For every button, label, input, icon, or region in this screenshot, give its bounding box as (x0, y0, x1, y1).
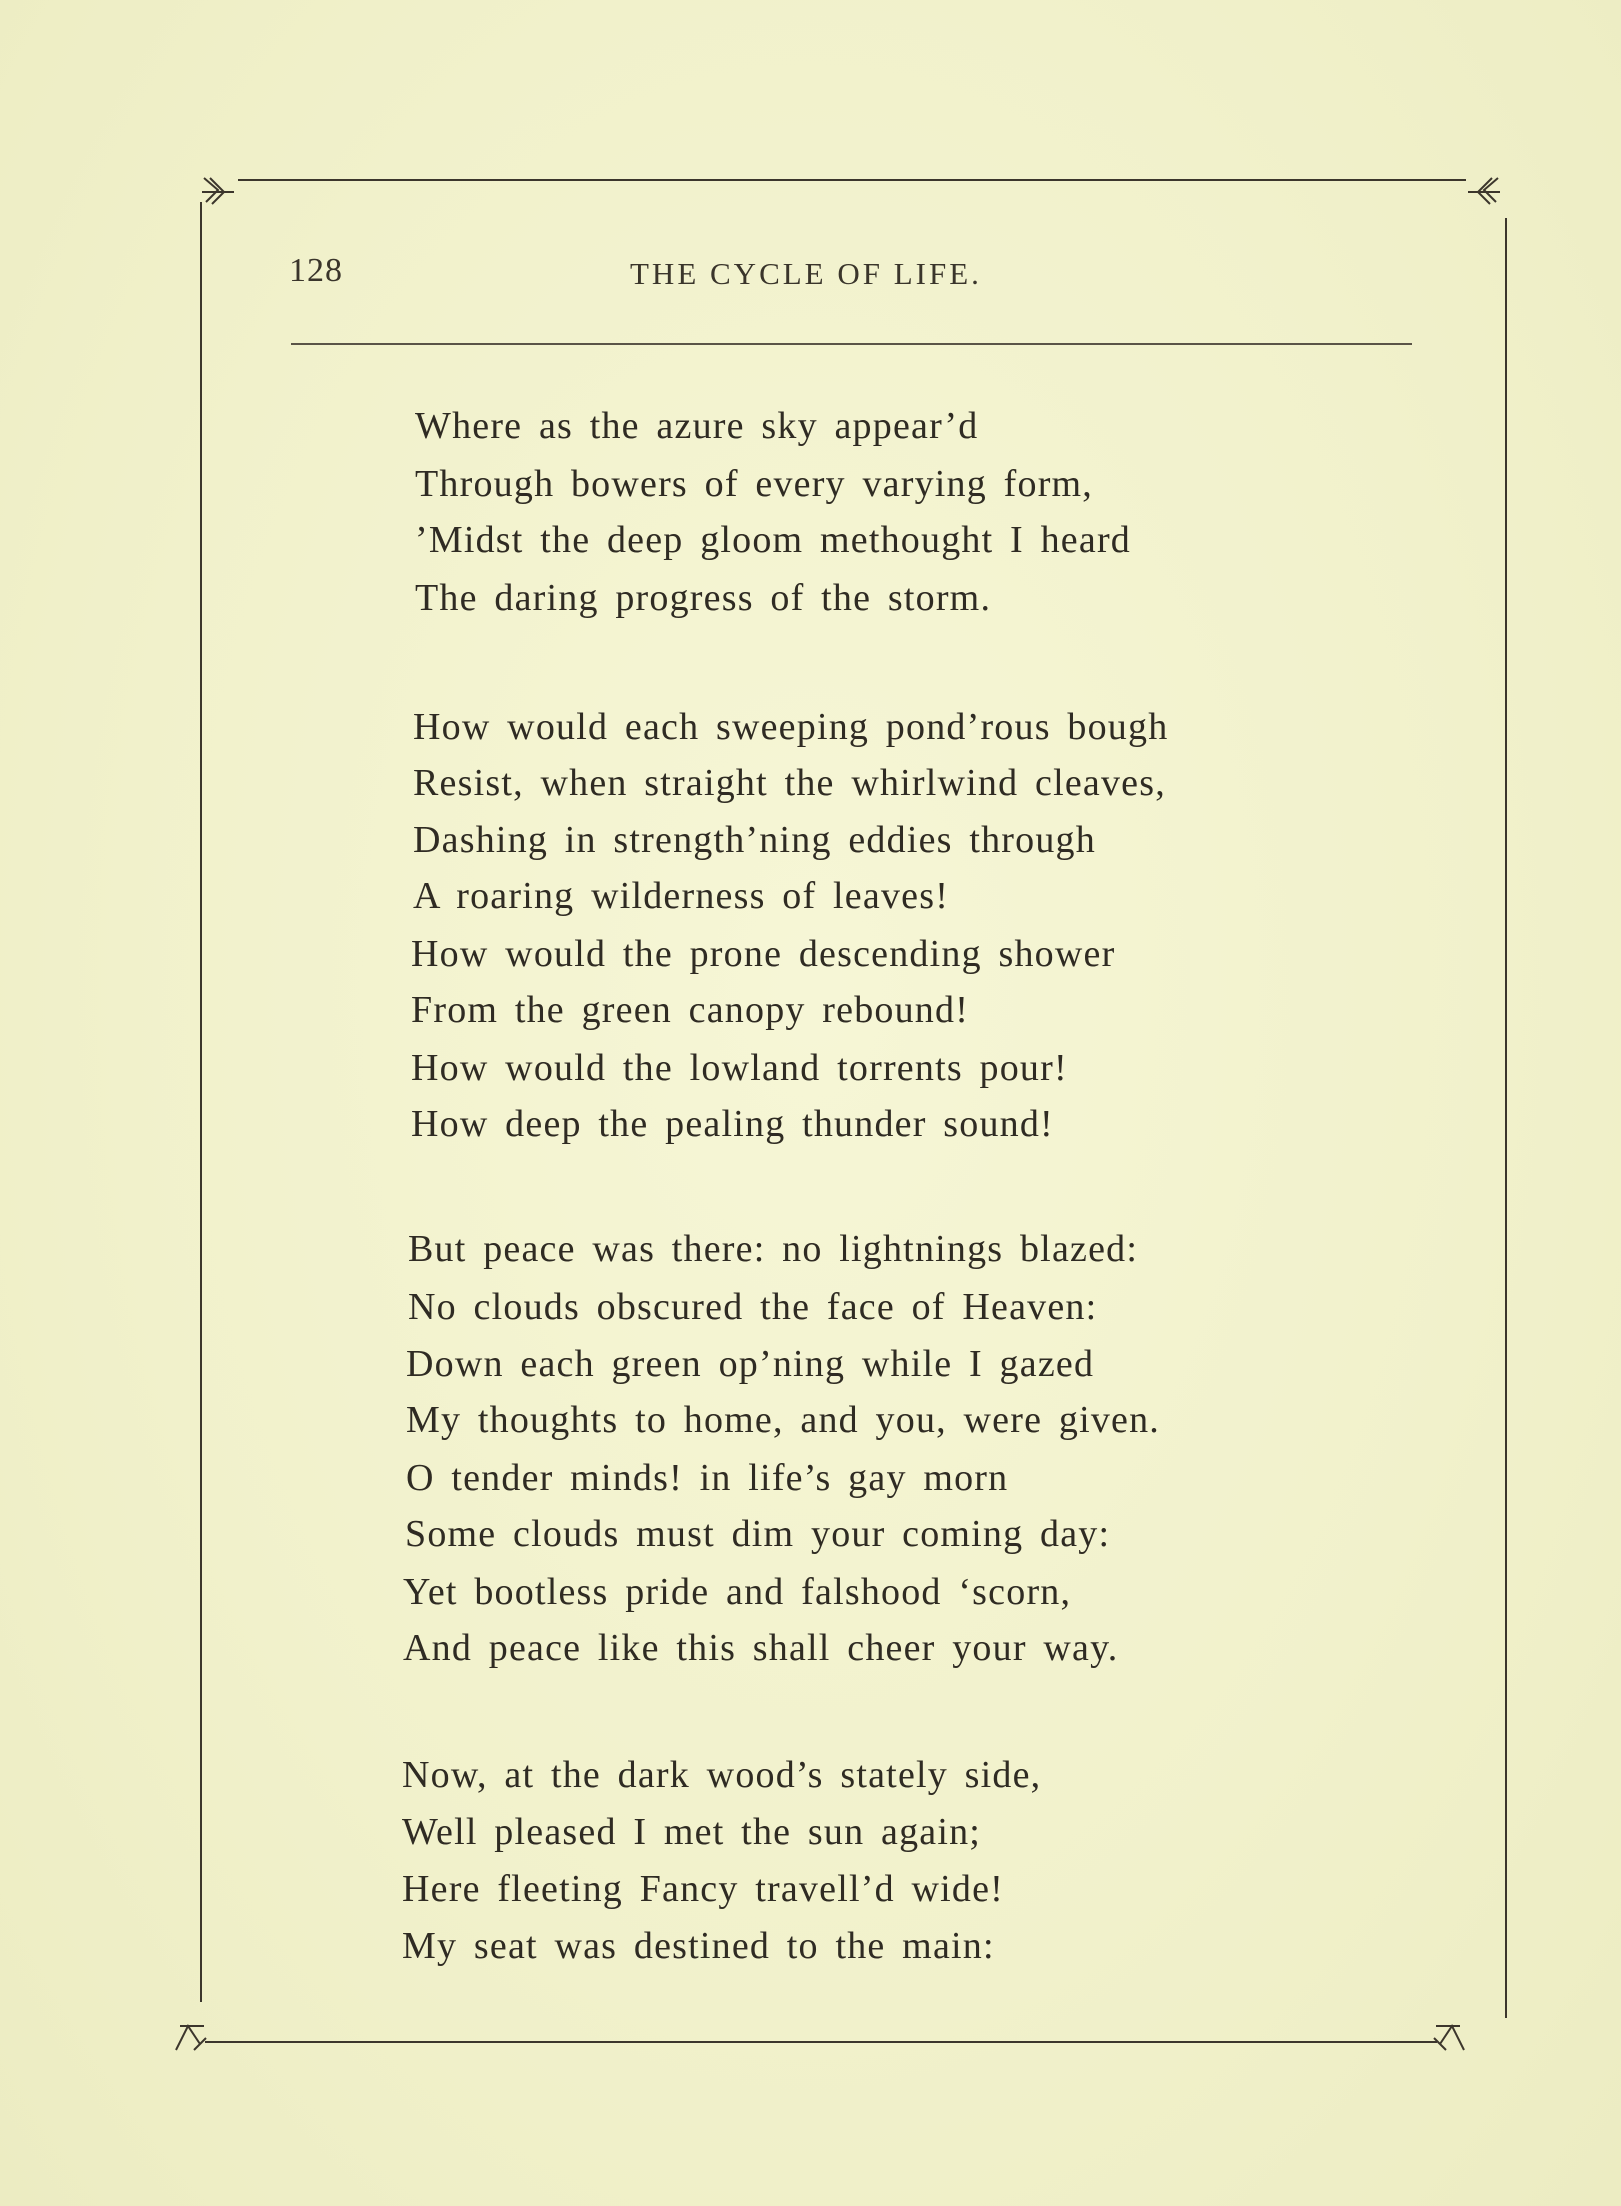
frame-top-border (238, 179, 1466, 181)
poem-line: The daring progress of the storm. (415, 577, 992, 619)
poem-line: A roaring wilderness of leaves! (413, 875, 950, 917)
page-number: 128 (289, 252, 343, 289)
corner-ornament-icon (200, 172, 240, 212)
poem-line: No clouds obscured the face of Heaven: (408, 1286, 1098, 1328)
poem-line: Here fleeting Fancy travell’d wide! (402, 1868, 1004, 1910)
poem-line: ’Midst the deep gloom methought I heard (415, 519, 1131, 561)
poem-line: From the green canopy rebound! (411, 989, 970, 1031)
poem-line: But peace was there: no lightnings blazed: (408, 1228, 1139, 1270)
poem-line: My thoughts to home, and you, were given. (406, 1399, 1160, 1441)
poem-line: And peace like this shall cheer your way. (403, 1627, 1119, 1669)
poem-line: Where as the azure sky appear’d (415, 405, 979, 447)
poem-line: How would each sweeping pond’rous bough (413, 706, 1169, 748)
corner-ornament-icon (1462, 172, 1502, 212)
running-title: THE CYCLE OF LIFE. (630, 256, 982, 291)
frame-left-border (200, 202, 202, 2002)
frame-right-border (1505, 218, 1507, 2018)
poem-line: How deep the pealing thunder sound! (411, 1103, 1054, 1145)
frame-bottom-border (205, 2041, 1437, 2043)
poem-line: Through bowers of every varying form, (415, 463, 1094, 505)
poem-line: Now, at the dark wood’s stately side, (402, 1754, 1042, 1796)
poem-line: Resist, when straight the whirlwind cleaves, (413, 762, 1166, 804)
corner-ornament-icon (1430, 2016, 1470, 2056)
corner-ornament-icon (170, 2016, 210, 2056)
poem-line: O tender minds! in life’s gay morn (406, 1457, 1009, 1499)
poem-line: My seat was destined to the main: (402, 1925, 995, 1967)
poem-line: Yet bootless pride and falshood ‘scorn, (403, 1571, 1072, 1613)
poem-line: How would the prone descending shower (411, 933, 1116, 975)
poem-line: Some clouds must dim your coming day: (405, 1513, 1111, 1555)
header-rule (291, 343, 1412, 345)
poem-line: How would the lowland torrents pour! (411, 1047, 1068, 1089)
poem-line: Dashing in strength’ning eddies through (413, 819, 1096, 861)
poem-line: Well pleased I met the sun again; (402, 1811, 982, 1853)
poem-line: Down each green op’ning while I gazed (406, 1343, 1095, 1385)
